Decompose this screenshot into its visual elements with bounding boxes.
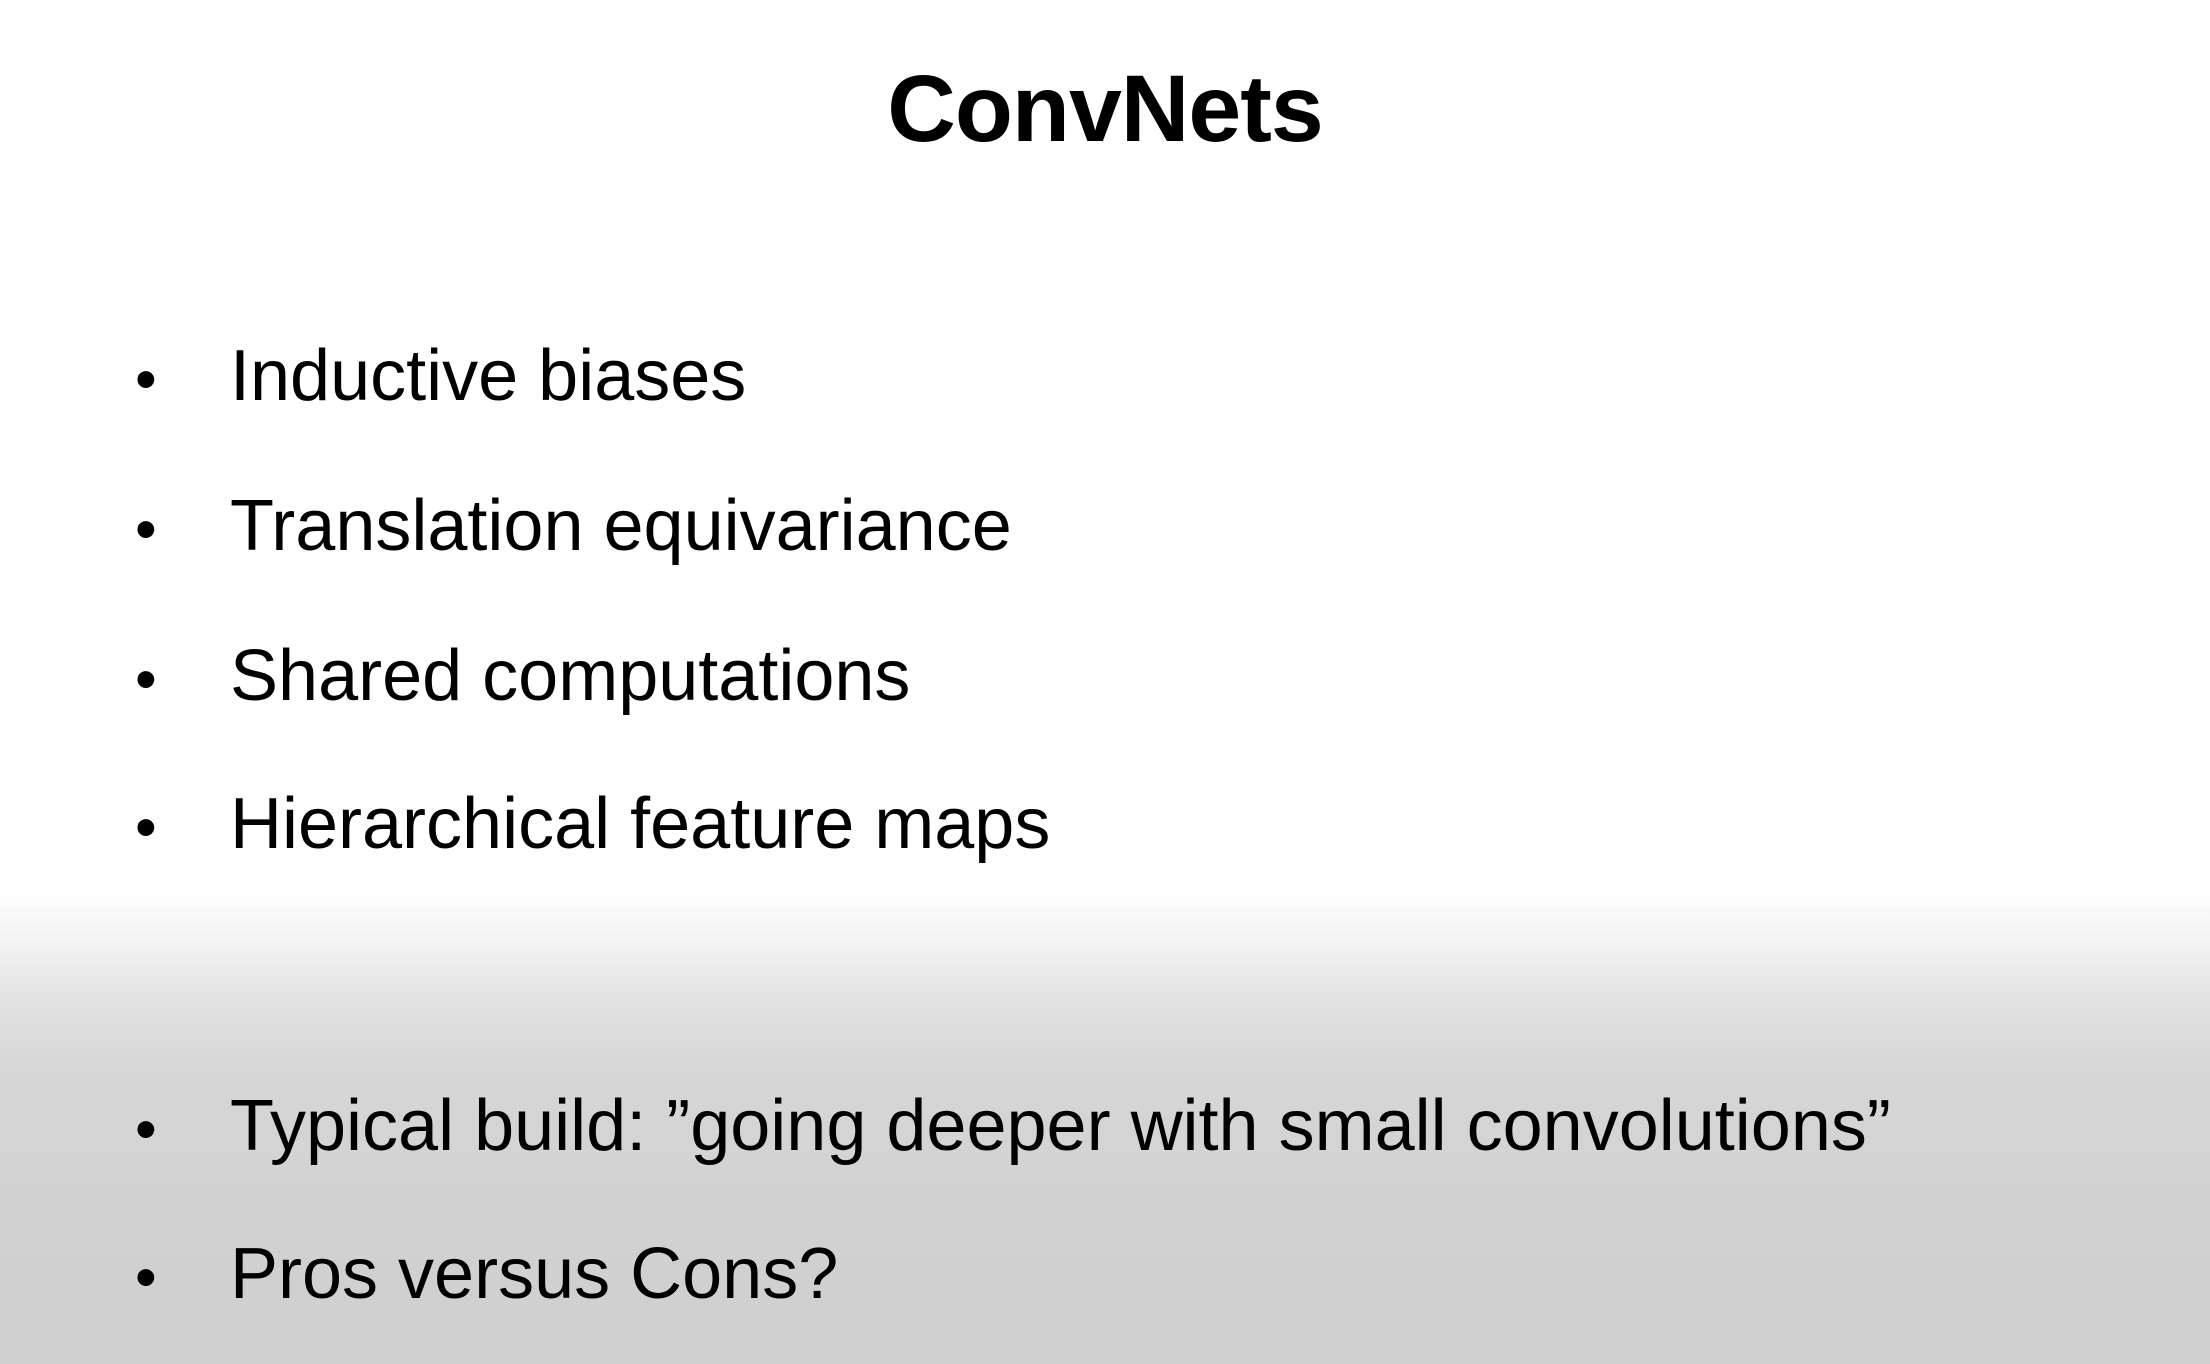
list-item-label: Hierarchical feature maps <box>230 784 1051 864</box>
list-item-label: Inductive biases <box>230 336 747 416</box>
list-item <box>135 784 1051 864</box>
list-item <box>135 336 747 416</box>
page-title: ConvNets <box>887 56 1323 162</box>
bullet-dot-icon: • <box>135 1243 157 1312</box>
bullet-dot-icon: • <box>135 495 157 564</box>
bullet-dot-icon: • <box>135 645 157 714</box>
list-item-label: Pros versus Cons? <box>230 1234 839 1314</box>
list-item <box>135 486 1012 566</box>
list-item-label: Typical build: ”going deeper with small convolutions” <box>230 1086 1891 1166</box>
list-item <box>135 1086 1891 1166</box>
list-item-label: Translation equivariance <box>230 486 1012 566</box>
bullet-dot-icon: • <box>135 793 157 862</box>
list-item <box>135 1234 839 1314</box>
list-item <box>135 636 911 716</box>
list-item-label: Shared computations <box>230 636 911 716</box>
bullet-dot-icon: • <box>135 1095 157 1164</box>
bullet-dot-icon: • <box>135 345 157 414</box>
